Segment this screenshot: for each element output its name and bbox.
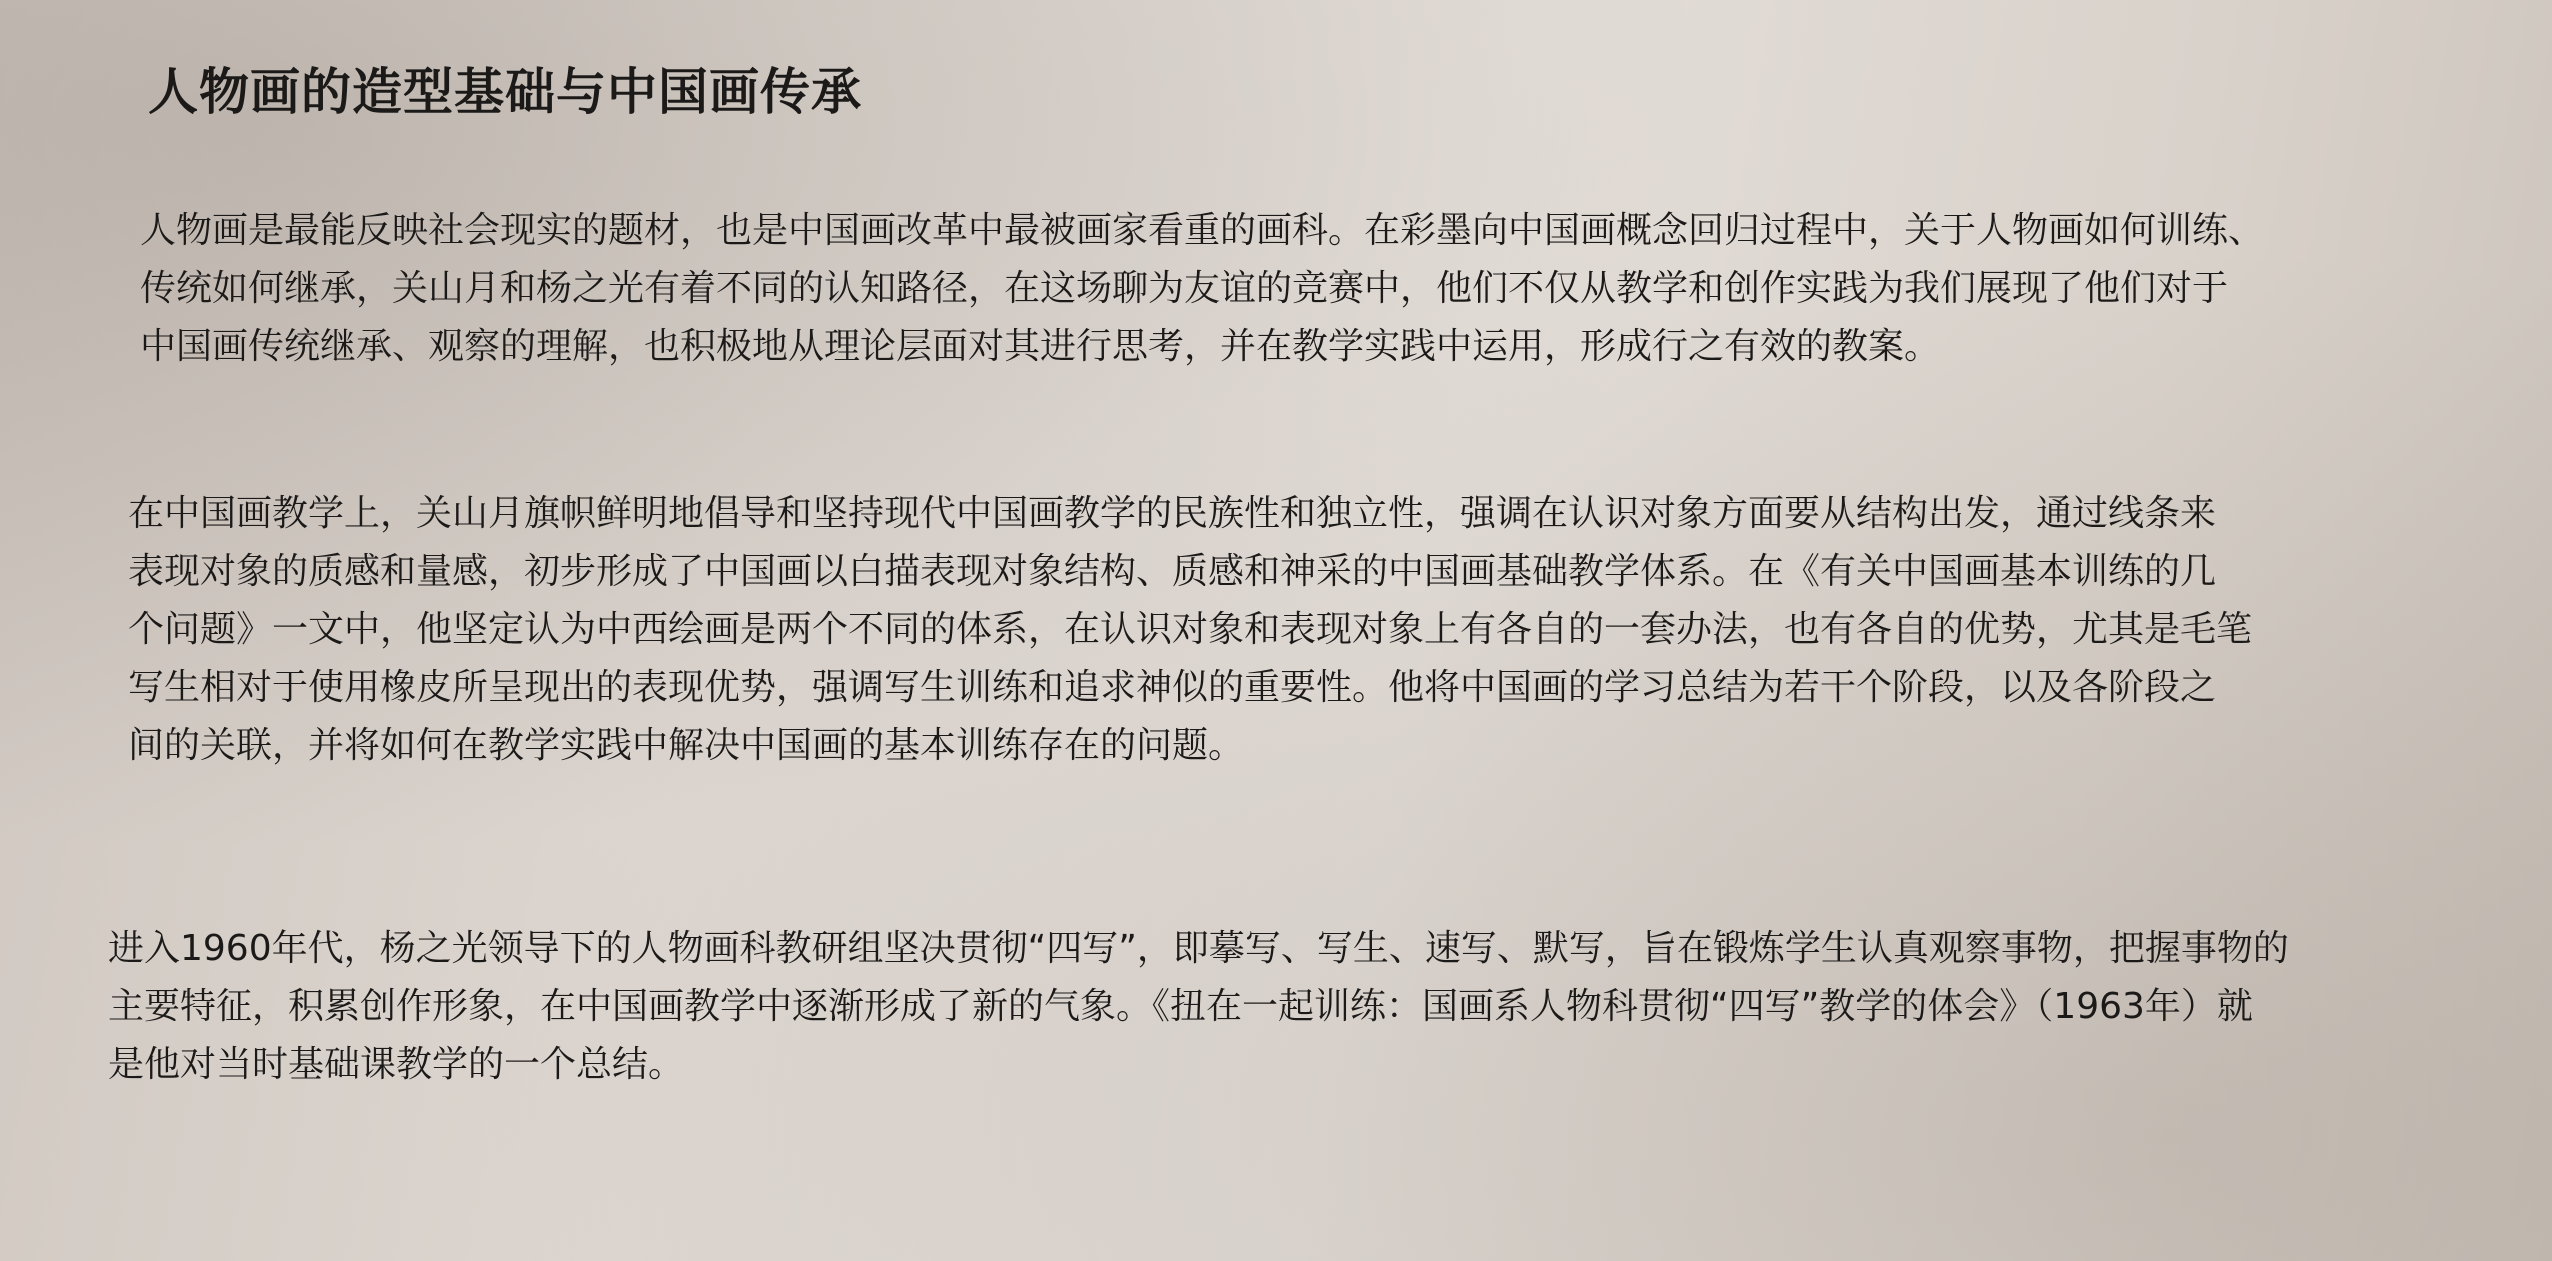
paragraph-line: 进入1960年代，杨之光领导下的人物画科教研组坚决贯彻“四写”，即摹写、写生、速写、默写，旨在锻炼学生认真观察事物，把握事物的: [108, 928, 2289, 969]
paragraph-line: 间的关联，并将如何在教学实践中解决中国画的基本训练存在的问题。: [128, 725, 1245, 766]
paragraph-line: 主要特征，积累创作形象，在中国画教学中逐渐形成了新的气象。《扭在一起训练：国画系人物科贯彻“四写”教学的体会》（1963年）就: [108, 986, 2253, 1027]
paragraph-1: [140, 202, 2420, 376]
paragraph-3: [108, 920, 2388, 1094]
paragraph-2: [128, 485, 2408, 775]
paragraph-line: 在中国画教学上，关山月旗帜鲜明地倡导和坚持现代中国画教学的民族性和独立性，强调在认识对象方面要从结构出发，通过线条来: [128, 493, 2217, 534]
paragraph-line: 个问题》一文中，他坚定认为中西绘画是两个不同的体系，在认识对象和表现对象上有各自的一套办法，也有各自的优势，尤其是毛笔: [128, 609, 2253, 650]
paragraph-line: 是他对当时基础课教学的一个总结。: [108, 1044, 685, 1085]
paragraph-line: 人物画是最能反映社会现实的题材，也是中国画改革中最被画家看重的画科。在彩墨向中国画概念回归过程中，关于人物画如何训练、: [140, 210, 2265, 251]
paragraph-line: 中国画传统继承、观察的理解，也积极地从理论层面对其进行思考，并在教学实践中运用，形成行之有效的教案。: [140, 326, 1941, 367]
paragraph-line: 写生相对于使用橡皮所呈现出的表现优势，强调写生训练和追求神似的重要性。他将中国画的学习总结为若干个阶段，以及各阶段之: [128, 667, 2217, 708]
panel-title: 人物画的造型基础与中国画传承: [148, 63, 862, 121]
paragraph-line: 传统如何继承，关山月和杨之光有着不同的认知路径，在这场聊为友谊的竞赛中，他们不仅从教学和创作实践为我们展现了他们对于: [140, 268, 2229, 309]
paragraph-line: 表现对象的质感和量感，初步形成了中国画以白描表现对象结构、质感和神采的中国画基础教学体系。在《有关中国画基本训练的几: [128, 551, 2217, 592]
